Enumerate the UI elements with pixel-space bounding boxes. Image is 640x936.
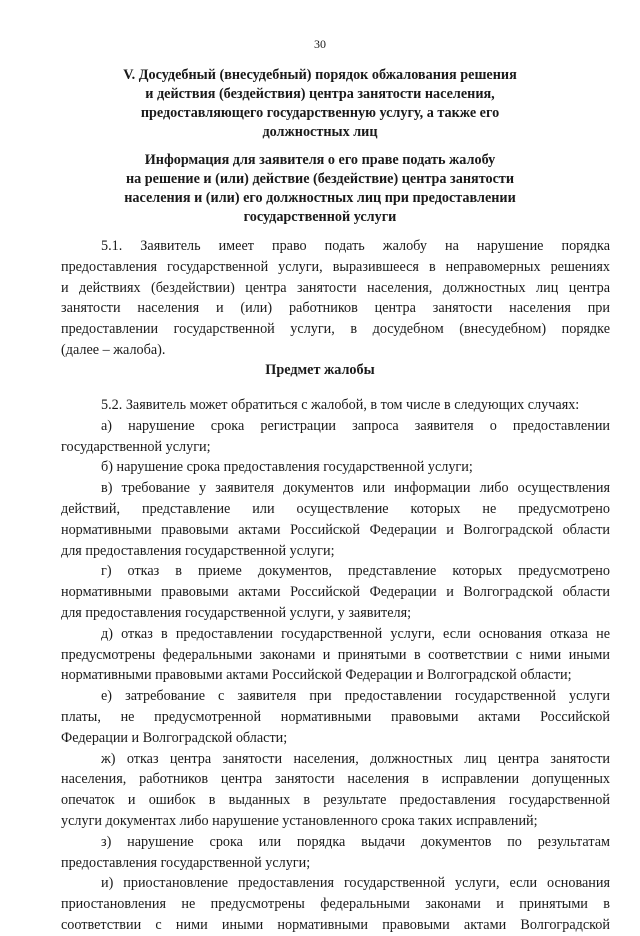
info-title-line: на решение и (или) действие (бездействие) центра занятости [125, 171, 515, 187]
text-line: нормативными правовыми актами Российской Федерации и Волгоградской области [61, 521, 610, 538]
text-line: услуги документах либо нарушение установленного срока таких исправлений; [61, 812, 538, 829]
text-line: нормативными правовыми актами Российской Федерации и Волгоградской области; [61, 667, 572, 684]
subject-title [80, 361, 560, 380]
text-line: предусмотрены федеральными законами и принятыми в соответствии с ними иными [61, 646, 610, 663]
text-line: занятости населения и (или) работников центра занятости населения при [61, 300, 610, 317]
section-title [80, 66, 560, 142]
text-line: предоставления государственной услуги; [61, 854, 311, 871]
text-line: (далее – жалоба). [61, 341, 166, 358]
section-title-line: V. Досудебный (внесудебный) порядок обжалования решения [123, 67, 517, 83]
text-line: для предоставления государственной услуги, у заявителя; [61, 604, 412, 621]
text-line: предоставления государственной услуги, выразившееся в неправомерных решениях [61, 258, 610, 275]
text-line: и действиях (бездействии) центра занятости населения, должностных лиц центра [61, 279, 610, 296]
text-line: б) нарушение срока предоставления государственной услуги; [101, 459, 473, 476]
text-line: нормативными правовыми актами Российской Федерации и Волгоградской области [61, 584, 610, 601]
text-line: ж) отказ центра занятости населения, должностных лиц центра занятости [101, 750, 610, 767]
text-line: платы, не предусмотренной нормативными правовыми актами Российской [61, 708, 610, 725]
info-title-line: населения и (или) его должностных лиц при предоставлении [124, 190, 516, 206]
text-line: Федерации и Волгоградской области; [61, 729, 288, 746]
text-line: государственной услуги; [61, 438, 211, 455]
info-title-line: государственной услуги [243, 209, 397, 225]
paragraph-5-2 [61, 395, 610, 936]
text-line: 5.1. Заявитель имеет право подать жалобу на нарушение порядка [101, 238, 610, 254]
text-line: з) нарушение срока или порядка выдачи документов по результатам [101, 833, 610, 850]
info-title [80, 151, 560, 227]
text-line: соответствии с ними иными нормативными правовыми актами Волгоградской [61, 916, 610, 933]
text-line: опечаток и ошибок в выданных в результате предоставления государственной [61, 792, 610, 809]
text-line: действий, представление или осуществление которых не предусмотрено [61, 500, 610, 517]
text-line: е) затребование с заявителя при предоставлении государственной услуги [101, 688, 610, 705]
text-line: в) требование у заявителя документов или информации либо осуществления [101, 480, 610, 497]
text-line: 5.2. Заявитель может обратиться с жалобой, в том числе в следующих случаях: [101, 397, 580, 413]
text-line: населения, работников центра занятости населения в исправлении допущенных [61, 771, 610, 788]
section-title-line: и действия (бездействия) центра занятости населения, [145, 86, 495, 102]
text-line: приостановления не предусмотрены федеральными законами и принятыми в [61, 896, 610, 913]
text-line: д) отказ в предоставлении государственной услуги, если основания отказа не [101, 625, 610, 642]
info-title-line: Информация для заявителя о его праве подать жалобу [144, 152, 496, 168]
text-line: предоставлении государственной услуги, в досудебном (внесудебном) порядке [61, 321, 610, 338]
text-line: г) отказ в приеме документов, представление которых предусмотрено [101, 563, 610, 580]
text-line: и) приостановление предоставления государственной услуги, если основания [101, 875, 610, 892]
section-title-line: должностных лиц [262, 124, 378, 140]
text-line: а) нарушение срока регистрации запроса заявителя о предоставлении [101, 417, 610, 434]
text-line: для предоставления государственной услуги; [61, 542, 335, 559]
paragraph-5-1 [61, 236, 610, 361]
subject-title-line: Предмет жалобы [265, 362, 375, 378]
page-number: 30 [314, 37, 326, 51]
section-title-line: предоставляющего государственную услугу, а также его [140, 105, 500, 121]
